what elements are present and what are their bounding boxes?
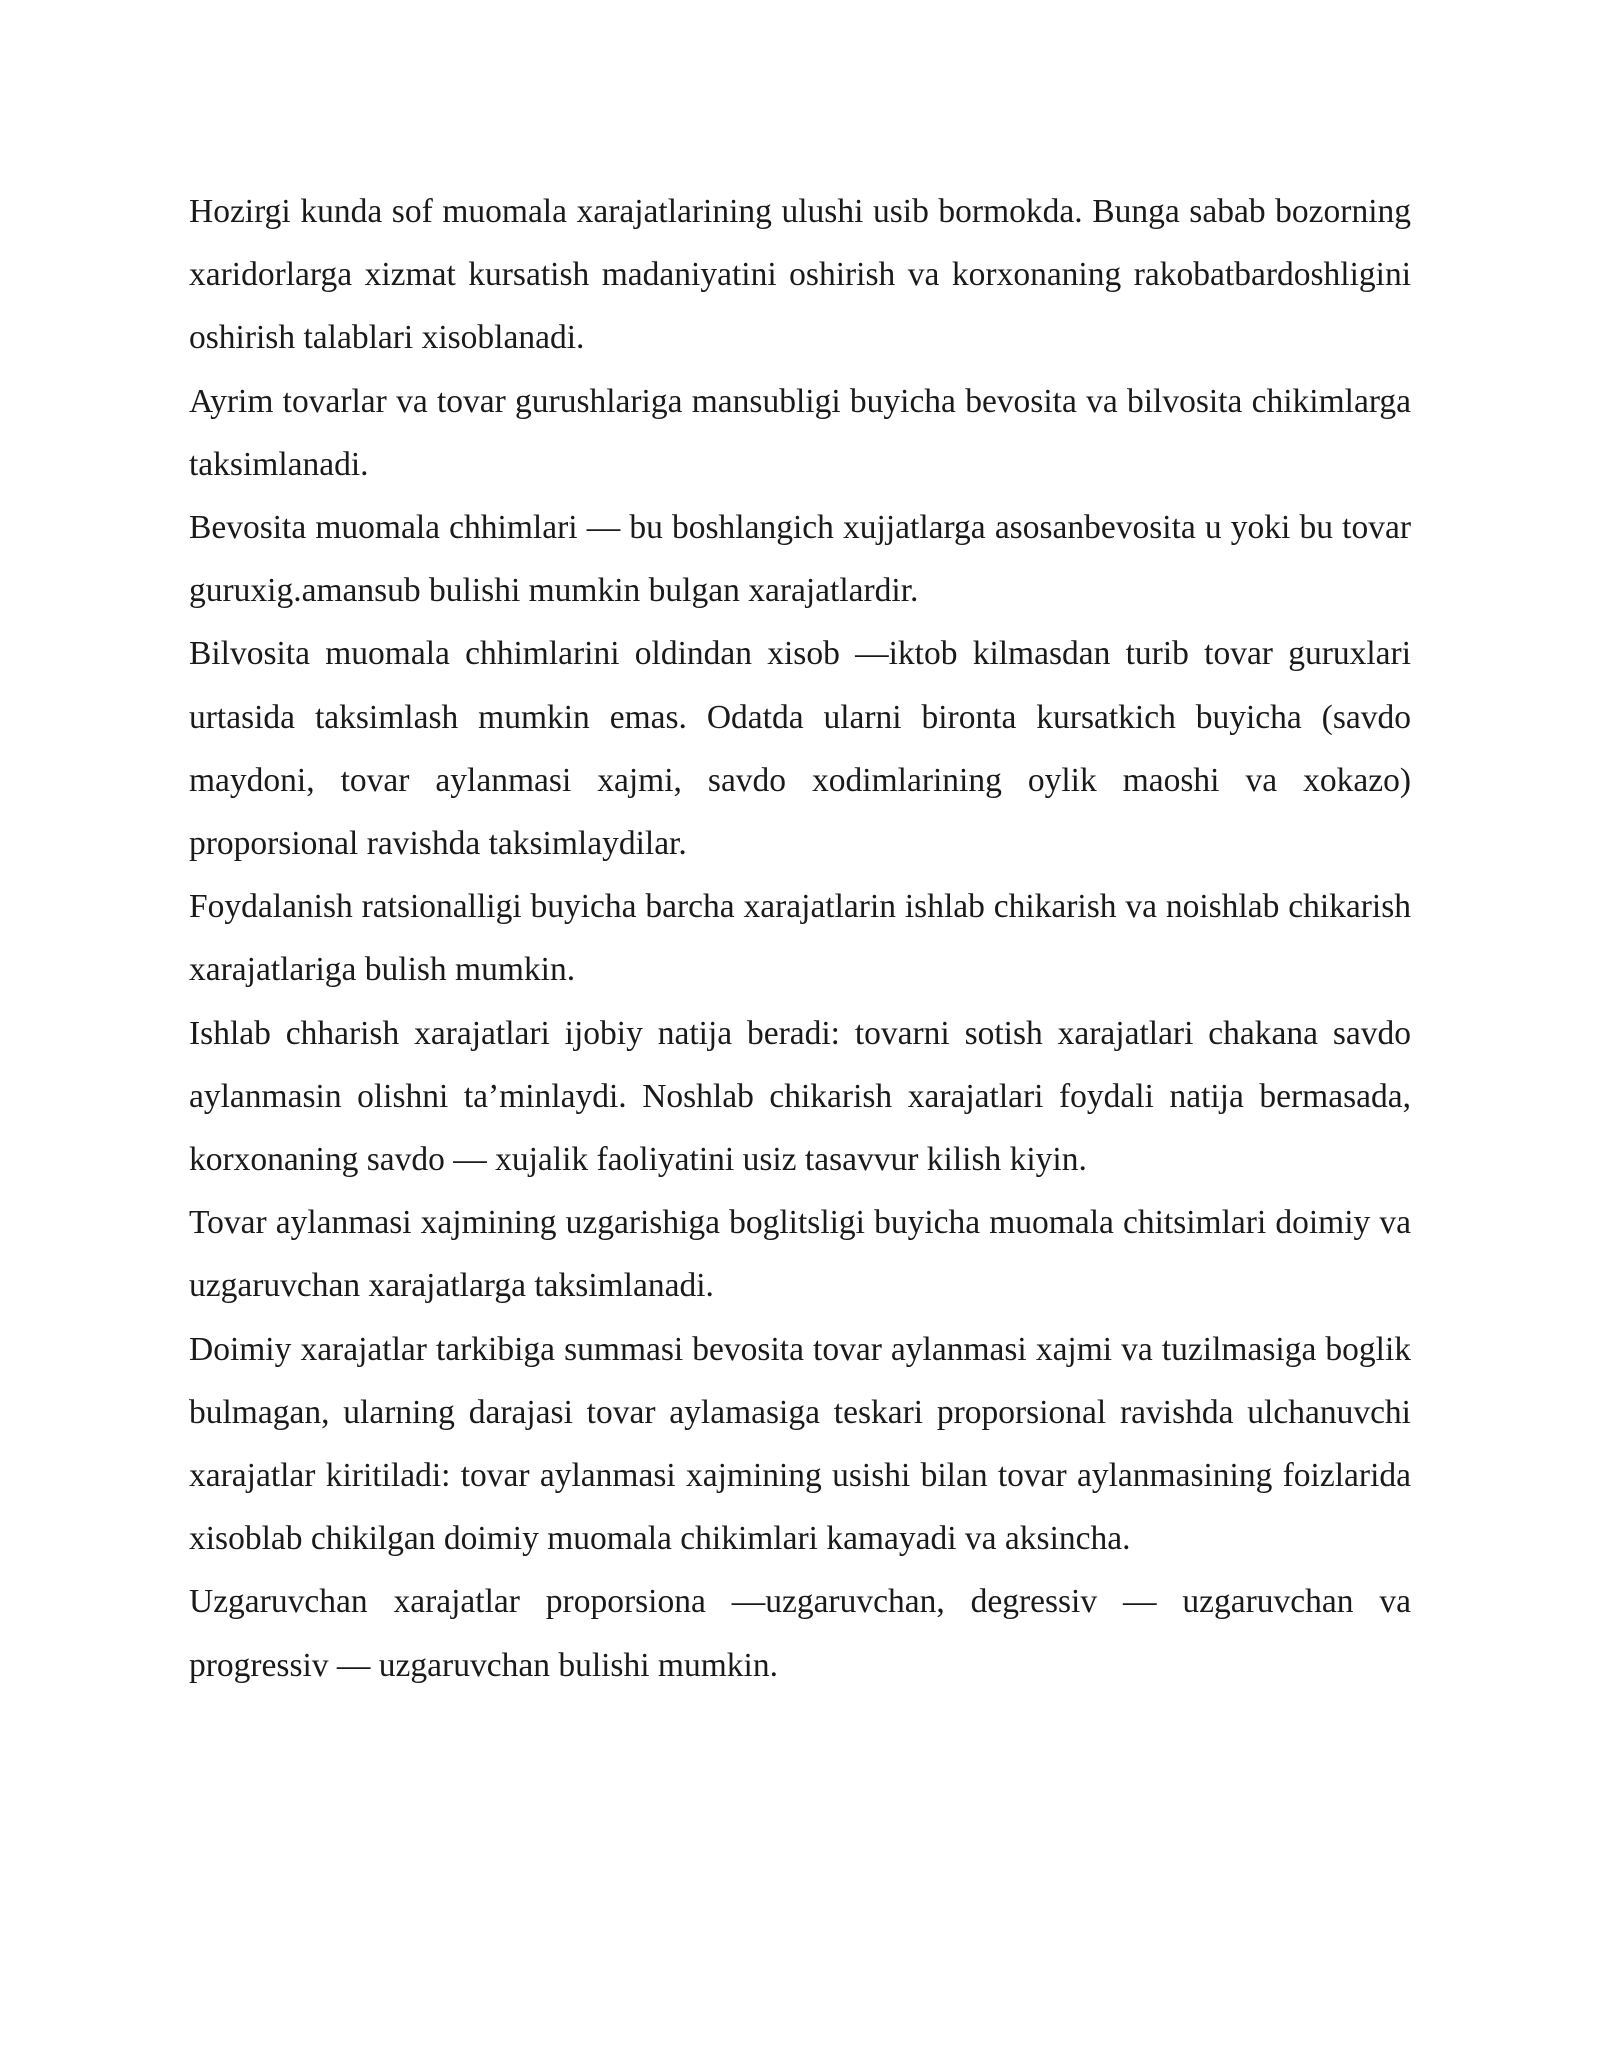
paragraph-5: Foydalanish ratsionalligi buyicha barcha xarajatlarin ishlab chikarish va noishlab chikarish xarajatlariga bulish mumkin. xyxy=(189,888,1411,989)
document-body xyxy=(189,180,1411,1697)
paragraph-7: Tovar aylanmasi xajmining uzgarishiga boglitsligi buyicha muomala chitsimlari doimiy va uzgaruvchan xarajatlarga taksimlanadi. xyxy=(189,1204,1411,1305)
paragraph-1: Hozirgi kunda sof muomala xarajatlarining ulushi usib bormokda. Bunga sabab bozorning xaridorlarga xizmat kursatish madaniyatini oshirish va korxonaning rakobatbardoshligini oshirish talablari xisoblanadi. xyxy=(189,193,1411,357)
paragraph-6: Ishlab chharish xarajatlari ijobiy natija beradi: tovarni sotish xarajatlari chakana savdo aylanmasin olishni ta’minlaydi. Noshlab chikarish xarajatlari foydali natija bermasada, korxonaning savdo — xujalik faoliyatini usiz tasavvur kilish kiyin. xyxy=(189,1014,1411,1179)
paragraph-9: Uzgaruvchan xarajatlar proporsiona —uzgaruvchan, degressiv — uzgaruvchan va progressiv — uzgaruvchan bulishi mumkin. xyxy=(189,1583,1411,1684)
paragraph-2: Ayrim tovarlar va tovar gurushlariga mansubligi buyicha bevosita va bilvosita chikimlarga taksimlanadi. xyxy=(189,382,1411,483)
paragraph-4: Bilvosita muomala chhimlarini oldindan xisob —iktob kilmasdan turib tovar guruxlari urtasida taksimlash mumkin emas. Odatda ularni bironta kursatkich buyicha (savdo maydoni, tovar aylanmasi xajmi, savdo xodimlarining oylik maoshi va xokazo) proporsional ravishda taksimlaydilar. xyxy=(189,635,1411,863)
paragraph-8: Doimiy xarajatlar tarkibiga summasi bevosita tovar aylanmasi xajmi va tuzilmasiga boglik bulmagan, ularning darajasi tovar aylamasiga teskari proporsional ravishda ulchanuvchi xarajatlar kiritiladi: tovar aylanmasi xajmining usishi bilan tovar aylanmasining foizlarida xisoblab chikilgan doimiy muomala chikimlari kamayadi va aksincha. xyxy=(189,1330,1411,1558)
paragraph-3: Bevosita muomala chhimlari — bu boshlangich xujjatlarga asosanbevosita u yoki bu tovar guruxig.amansub bulishi mumkin bulgan xarajatlardir. xyxy=(189,509,1411,610)
